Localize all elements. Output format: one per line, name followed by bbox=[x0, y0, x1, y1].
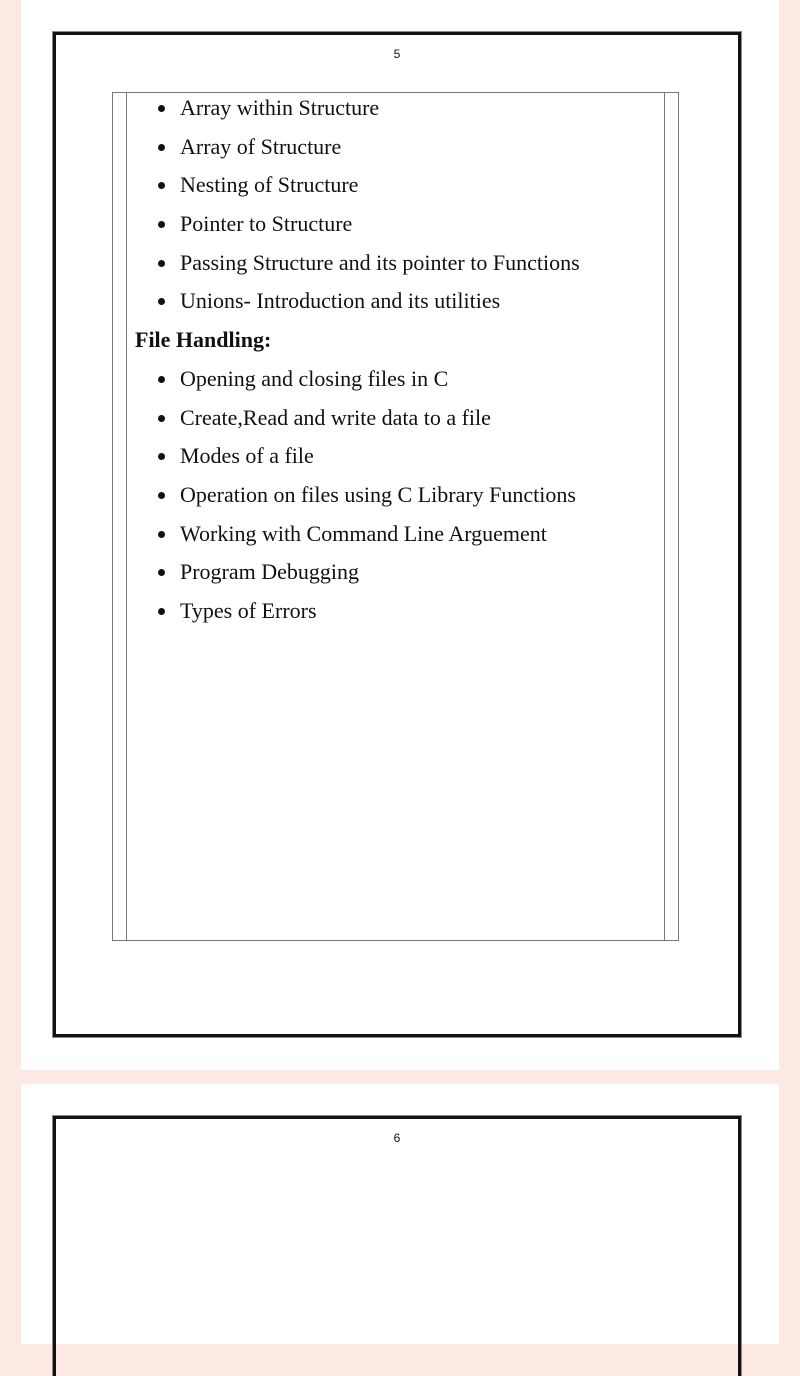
list-item: Opening and closing files in C bbox=[134, 364, 654, 403]
syllabus-content bbox=[134, 93, 654, 635]
list-item: Types of Errors bbox=[134, 596, 654, 635]
document-page bbox=[21, 1084, 779, 1344]
list-item: Pointer to Structure bbox=[134, 209, 654, 248]
list-item: Passing Structure and its pointer to Functions bbox=[134, 248, 654, 287]
frame-line-left bbox=[126, 93, 127, 940]
list-item: Operation on files using C Library Functions bbox=[134, 480, 654, 519]
list-item: Array of Structure bbox=[134, 132, 654, 171]
content-frame bbox=[112, 92, 679, 941]
frame-line-right bbox=[664, 93, 665, 940]
list-item: Program Debugging bbox=[134, 557, 654, 596]
file-handling-topic-list bbox=[134, 364, 654, 635]
list-item: Unions- Introduction and its utilities bbox=[134, 286, 654, 325]
page-number: 5 bbox=[393, 47, 401, 61]
page-border bbox=[53, 32, 741, 1037]
structure-topic-list bbox=[134, 93, 654, 325]
document-page bbox=[21, 0, 779, 1070]
list-item: Nesting of Structure bbox=[134, 170, 654, 209]
list-item: Working with Command Line Arguement bbox=[134, 519, 654, 558]
section-heading: File Handling: bbox=[135, 327, 272, 353]
list-item: Modes of a file bbox=[134, 441, 654, 480]
page-border bbox=[53, 1116, 741, 1376]
page-number: 6 bbox=[393, 1131, 401, 1145]
list-item: Create,Read and write data to a file bbox=[134, 403, 654, 442]
list-item: Array within Structure bbox=[134, 93, 654, 132]
